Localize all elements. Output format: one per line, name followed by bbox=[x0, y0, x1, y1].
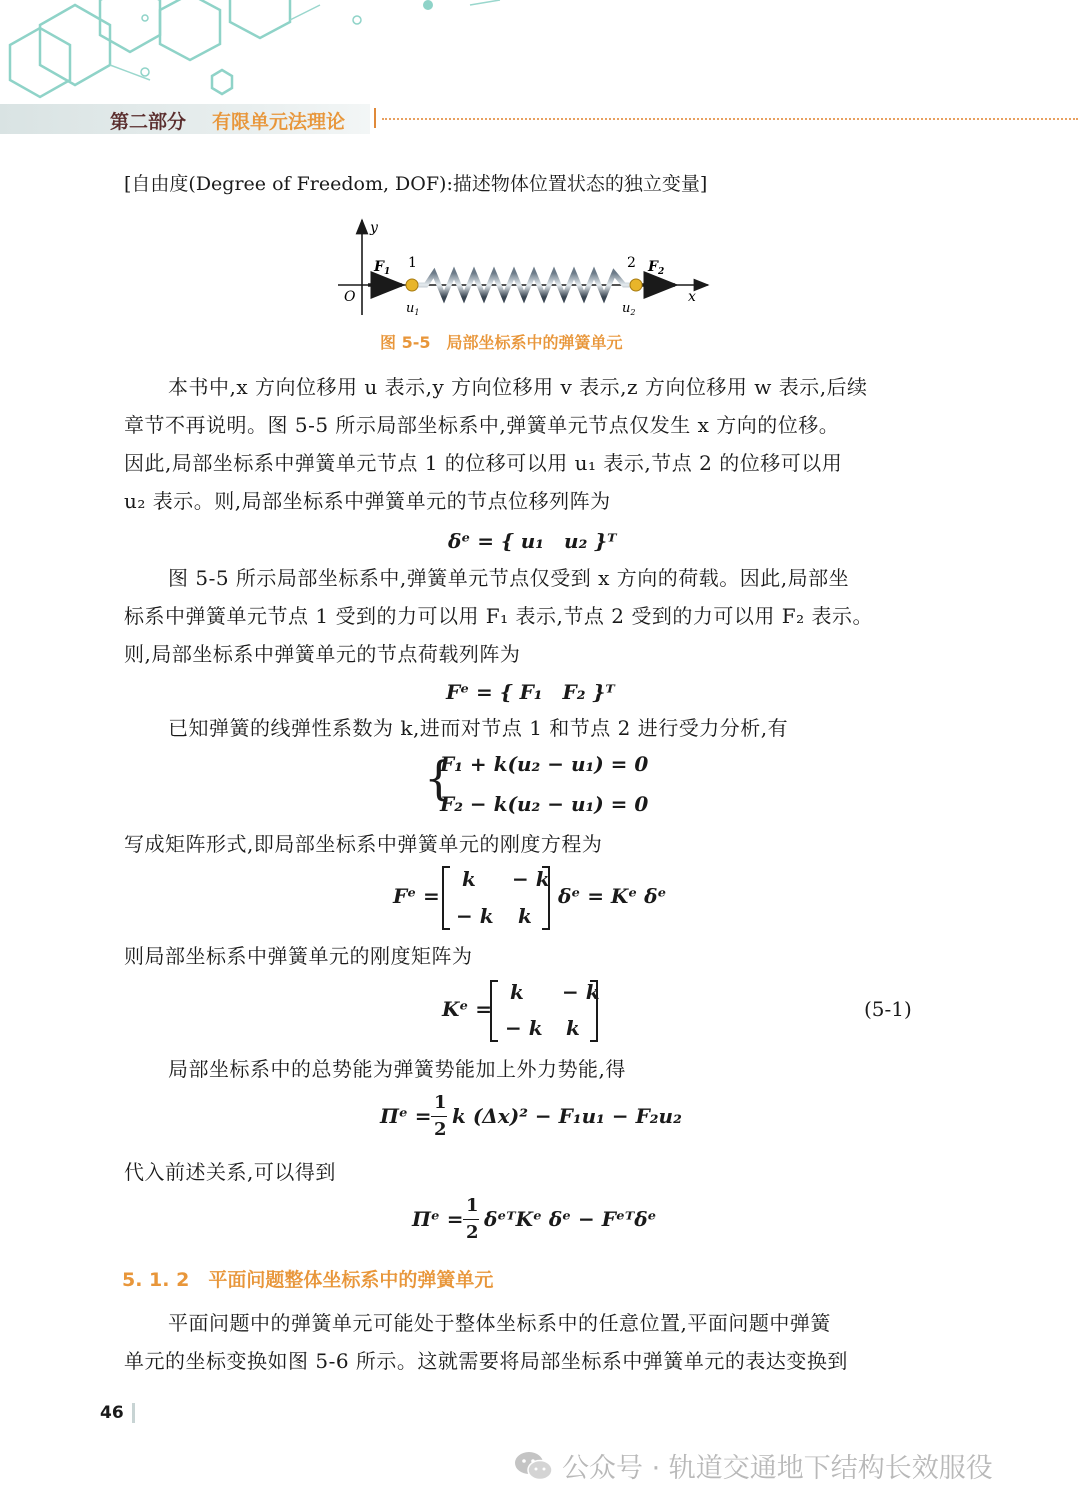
chapter-title: 有限单元法理论 bbox=[212, 111, 346, 133]
origin-label: O bbox=[344, 289, 356, 305]
figure-caption: 图 5-5 局部坐标系中的弹簧单元 bbox=[380, 333, 623, 352]
matrix-bracket-right bbox=[590, 980, 598, 1042]
fraction-numerator: 1 bbox=[466, 1195, 479, 1216]
equation-rhs: δᵉᵀKᵉ δᵉ − Fᵉᵀδᵉ bbox=[484, 1207, 657, 1231]
fraction-numerator: 1 bbox=[434, 1092, 447, 1113]
u1-label: $u_1$ bbox=[406, 301, 420, 317]
equation-lhs: Fᵉ = bbox=[393, 884, 440, 908]
fraction-bar bbox=[463, 1219, 479, 1220]
spring-element-figure bbox=[330, 215, 720, 325]
page-number: 46 bbox=[100, 1403, 124, 1423]
brace: { bbox=[424, 751, 454, 805]
equation-lhs: Πᵉ = bbox=[380, 1104, 432, 1128]
equation-rhs: δᵉ = Kᵉ δᵉ bbox=[558, 884, 667, 908]
paragraph-line: 标系中弹簧单元节点 1 受到的力可以用 F₁ 表示,节点 2 受到的力可以用 F₂ 表示。 bbox=[124, 604, 873, 628]
fraction-bar bbox=[431, 1116, 447, 1117]
paragraph-line: u₂ 表示。则,局部坐标系中弹簧单元的节点位移列阵为 bbox=[124, 489, 611, 513]
equation-line: F₁ + k(u₂ − u₁) = 0 bbox=[440, 752, 649, 776]
paragraph-line: 单元的坐标变换如图 5-6 所示。这就需要将局部坐标系中弹簧单元的表达变换到 bbox=[124, 1349, 848, 1373]
fraction-denominator: 2 bbox=[466, 1222, 479, 1243]
matrix-entry: − k bbox=[505, 1016, 543, 1040]
paragraph-line: 平面问题中的弹簧单元可能处于整体坐标系中的任意位置,平面问题中弹簧 bbox=[168, 1311, 831, 1335]
y-axis-label: y bbox=[370, 220, 378, 236]
paragraph-line: 则,局部坐标系中弹簧单元的节点荷载列阵为 bbox=[124, 642, 521, 666]
node-2 bbox=[630, 279, 642, 291]
equation-line: F₂ − k(u₂ − u₁) = 0 bbox=[440, 792, 649, 816]
equation-rhs: k (Δx)² − F₁u₁ − F₂u₂ bbox=[452, 1104, 682, 1128]
equation-lhs: Kᵉ = bbox=[442, 997, 492, 1021]
u2-label: $u_2$ bbox=[622, 301, 636, 317]
page-number-bar bbox=[132, 1403, 135, 1423]
wechat-icon bbox=[514, 1449, 554, 1483]
paragraph-line: 已知弹簧的线弹性系数为 k,进而对节点 1 和节点 2 进行受力分析,有 bbox=[168, 716, 789, 740]
paragraph-line: 写成矩阵形式,即局部坐标系中弹簧单元的刚度方程为 bbox=[124, 832, 603, 856]
matrix-entry: − k bbox=[456, 904, 494, 928]
matrix-entry: − k bbox=[562, 980, 600, 1004]
paragraph-line: 章节不再说明。图 5-5 所示局部坐标系中,弹簧单元节点仅发生 x 方向的位移。 bbox=[124, 413, 840, 437]
paragraph-line: 本书中,x 方向位移用 u 表示,y 方向位移用 v 表示,z 方向位移用 w 表示,后续 bbox=[168, 375, 868, 399]
dof-definition: [自由度(Degree of Freedom, DOF):描述物体位置状态的独立变量] bbox=[124, 173, 708, 195]
section-heading: 5. 1. 2 平面问题整体坐标系中的弹簧单元 bbox=[122, 1269, 494, 1291]
paragraph-line: 图 5-5 所示局部坐标系中,弹簧单元节点仅受到 x 方向的荷载。因此,局部坐 bbox=[168, 566, 850, 590]
x-axis-label: x bbox=[688, 289, 696, 305]
equation-lhs: Πᵉ = bbox=[412, 1207, 464, 1231]
equation-number: (5-1) bbox=[864, 997, 912, 1021]
header-dotted-line bbox=[382, 118, 1078, 120]
paragraph-line: 则局部坐标系中弹簧单元的刚度矩阵为 bbox=[124, 944, 473, 968]
matrix-bracket-right bbox=[542, 866, 550, 930]
paragraph-line: 局部坐标系中的总势能为弹簧势能加上外力势能,得 bbox=[168, 1057, 626, 1081]
header-divider bbox=[374, 108, 376, 128]
node-1-label: 1 bbox=[408, 255, 417, 271]
matrix-entry: k bbox=[518, 904, 532, 928]
f2-label: $F_2$ bbox=[648, 259, 665, 277]
watermark-text: 公众号 · 轨道交通地下结构长效服役 bbox=[562, 1453, 993, 1484]
matrix-entry: k bbox=[566, 1016, 580, 1040]
part-title: 第二部分 bbox=[110, 111, 187, 133]
watermark bbox=[514, 1446, 993, 1485]
matrix-bracket-left bbox=[442, 866, 450, 930]
fraction-denominator: 2 bbox=[434, 1119, 447, 1140]
paragraph-line: 代入前述关系,可以得到 bbox=[124, 1160, 336, 1184]
paragraph-line: 因此,局部坐标系中弹簧单元节点 1 的位移可以用 u₁ 表示,节点 2 的位移可以用 bbox=[124, 451, 843, 475]
matrix-entry: k bbox=[510, 980, 524, 1004]
node-1 bbox=[406, 279, 418, 291]
equation-displacement: δᵉ = { u₁ u₂ }ᵀ bbox=[448, 529, 617, 553]
matrix-bracket-left bbox=[490, 980, 498, 1042]
f1-label: $F_1$ bbox=[374, 259, 391, 277]
node-2-label: 2 bbox=[627, 255, 636, 271]
hexagon-decoration bbox=[0, 0, 520, 110]
equation-load: Fᵉ = { F₁ F₂ }ᵀ bbox=[446, 680, 615, 704]
matrix-entry: k bbox=[462, 867, 476, 891]
matrix-entry: − k bbox=[512, 867, 550, 891]
